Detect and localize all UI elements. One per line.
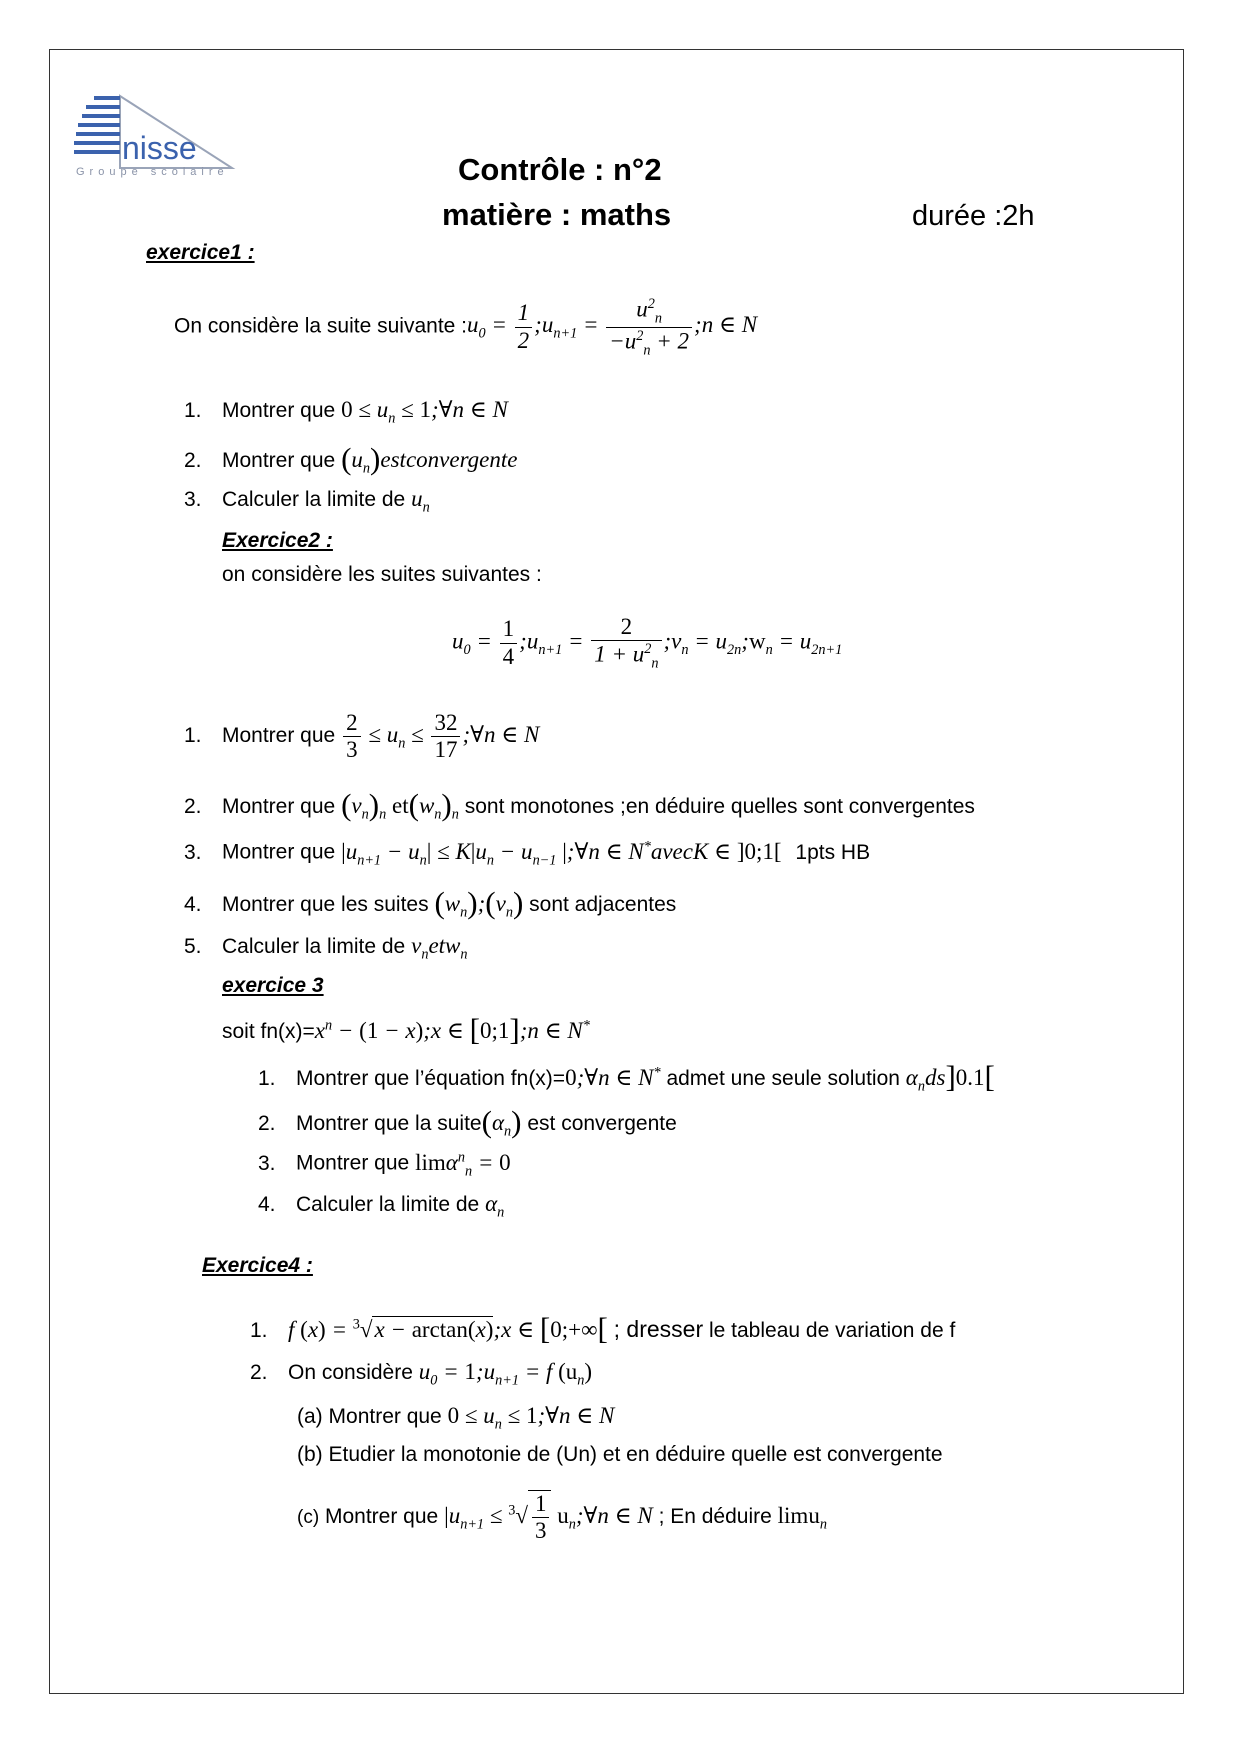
ex3-item-1-formula: 0;∀n ∈ N*	[565, 1064, 661, 1090]
ex3-item-1-number: 1.	[258, 1067, 276, 1090]
ex4-subitem-c-formula: $|u_{n+1} \le ^3√$ $\frac{1}{3}$ $u_n;\forall n$ ∈ N	[444, 1491, 653, 1544]
ex1-item-1-text: Montrer que	[222, 399, 336, 422]
ex3-item-4	[258, 1191, 504, 1222]
ex4-subitem-a-text: Montrer que	[328, 1405, 442, 1428]
ex3-item-4-text: Calculer la limite de	[296, 1193, 480, 1216]
ex4-subitem-a-formula: $0 \le u_n$ ≤ 1;∀n ∈ N	[447, 1403, 615, 1433]
exercise1-intro	[174, 296, 757, 358]
ex4-subitem-b-text: Etudier la monotonie de (Un) et en déduire quelle est convergente	[328, 1443, 943, 1466]
ex2-item-4-tail: sont adjacentes	[529, 893, 677, 916]
ex4-item-2-text: On considère	[288, 1361, 413, 1384]
ex4-subitem-b	[297, 1443, 943, 1467]
ex3-item-2-text: Montrer que la suite	[296, 1112, 482, 1135]
ex4-item-1-formula: f (x) = $^3$√x − arctan(x);x ∈ [0;+∞[	[288, 1311, 608, 1346]
ex2-item-3	[184, 838, 870, 869]
ex2-item-3-number: 3.	[184, 840, 202, 864]
ex4-subitem-c-limit: limu$_n$	[777, 1503, 827, 1533]
ex2-item-1-text: Montrer que	[222, 724, 336, 748]
ex2-item-5-formula: $v_netw_n$	[411, 933, 468, 963]
ex4-subitem-c-label: (c)	[297, 1507, 320, 1529]
ex2-item-2-number: 2.	[184, 795, 202, 818]
exercise3-function-definition: $x^n - (1$ − x);x ∈ [0;1];n ∈ N*	[314, 1012, 590, 1047]
ex2-item-4-number: 4.	[184, 893, 202, 916]
ex3-item-3-number: 3.	[258, 1151, 276, 1175]
ex4-item-1	[250, 1311, 955, 1347]
ex2-item-4	[184, 885, 676, 922]
ex3-item-2	[258, 1104, 677, 1141]
ex2-item-5-number: 5.	[184, 935, 202, 958]
exercise4-heading: Exercice4 :	[202, 1254, 313, 1277]
ex3-item-4-formula: $\alpha_n$	[485, 1191, 505, 1221]
ex2-item-4-text: Montrer que les suites	[222, 893, 429, 916]
ex1-item-1	[184, 397, 508, 428]
ex2-item-1	[184, 710, 539, 764]
duration-label: durée :2h	[912, 200, 1035, 232]
ex3-item-1-text: Montrer que l’équation fn(x)=	[296, 1067, 566, 1090]
ex2-item-3-formula: $|u_{n+1} - u_n| \le K|u_n - u_{n-1}$ |;∀n ∈ N*avecK ∈ ]0;1[	[341, 838, 782, 869]
exercise1-heading: exercice1 :	[146, 241, 255, 264]
exercise1-intro-text: On considère la suite suivante :	[174, 314, 467, 338]
ex2-item-3-tail: 1pts HB	[795, 840, 871, 864]
exercise2-intro: on considère les suites suivantes :	[222, 563, 542, 586]
ex4-subitem-b-label: (b)	[297, 1443, 323, 1466]
ex3-item-4-number: 4.	[258, 1193, 276, 1216]
ex3-item-2-number: 2.	[258, 1112, 276, 1135]
exercise2-heading: Exercice2 :	[222, 529, 333, 552]
ex3-item-3	[258, 1149, 511, 1180]
ex1-item-3-number: 3.	[184, 488, 202, 511]
subject-label: matière : maths	[442, 197, 672, 232]
ex3-item-1-mid: admet une seule solution	[666, 1067, 900, 1090]
ex3-item-1	[258, 1059, 995, 1096]
exercise2-sequence-definitions: $u_0$ = $\frac{1}{4}$ $;u_{n+1}$ = $\frac{2}{1 + u^2_n}$ $;v_n$ = $u_{2n};w_n = u_{2n+1}$	[452, 614, 843, 672]
ex4-subitem-a-label: (a)	[297, 1405, 323, 1428]
exercise3-intro-text: soit fn(x)=	[222, 1020, 315, 1043]
ex1-item-3	[184, 486, 430, 517]
ex4-item-2-number: 2.	[250, 1361, 268, 1384]
ex1-item-1-formula: $0 \le u_n$ ≤ 1;∀n ∈ N	[341, 397, 508, 427]
ex4-subitem-c	[297, 1490, 827, 1545]
ex4-item-1-text-a: ; dresser	[613, 1316, 704, 1342]
ex2-item-5-text: Calculer la limite de	[222, 935, 406, 958]
ex2-item-2-text: Montrer que	[222, 795, 336, 818]
exercise1-sequence-definition: $u_0$ = $\frac{1}{2}$ $;u_{n+1}$ = $\frac{u^2_n}{-u^2_n + 2}$ ;n ∈ N	[467, 296, 758, 358]
ex2-item-3-text: Montrer que	[222, 840, 336, 864]
ex2-item-4-formula: $(w_n);(v_n)$	[434, 885, 524, 921]
ex2-item-5	[184, 933, 468, 964]
ex1-item-3-formula: $u_n$	[411, 486, 430, 516]
ex4-item-2-formula: $u_0$ = $1;u_{n+1} = f$ $(u_n)$	[418, 1359, 593, 1389]
ex3-item-3-text: Montrer que	[296, 1151, 410, 1175]
logo-brand-text: nisse	[122, 130, 197, 166]
ex1-item-1-number: 1.	[184, 399, 202, 422]
ex3-item-2-formula: $(\alpha_n)$	[481, 1104, 522, 1140]
ex1-item-2	[184, 441, 517, 478]
ex1-item-2-formula: $(u_n)estconvergente$	[341, 441, 518, 477]
ex2-item-2	[184, 787, 975, 824]
school-logo	[72, 90, 242, 182]
page-title: Contrôle : n°2	[458, 152, 662, 187]
logo-tagline: Groupe scolaire	[76, 166, 229, 178]
ex1-item-2-number: 2.	[184, 449, 202, 472]
ex3-item-1-formula-end: $\alpha_nds]0.1$[	[905, 1059, 995, 1095]
ex4-item-2	[250, 1359, 592, 1390]
ex1-item-3-text: Calculer la limite de	[222, 488, 406, 511]
ex3-item-3-formula: limα$^n_n$ = 0	[415, 1149, 511, 1180]
ex4-subitem-c-tail: ; En déduire	[658, 1505, 772, 1529]
ex1-item-2-text: Montrer que	[222, 449, 336, 472]
ex4-item-1-text-b: le tableau de variation de f	[708, 1319, 956, 1342]
ex2-item-2-formula: $(v_n)_n$ $et(w_n)_n$	[341, 787, 459, 823]
exercise3-intro	[222, 1012, 590, 1048]
ex2-item-1-number: 1.	[184, 724, 202, 748]
ex3-item-2-tail: est convergente	[527, 1112, 677, 1135]
ex4-item-1-number: 1.	[250, 1319, 268, 1342]
ex4-subitem-a	[297, 1403, 614, 1434]
ex2-item-2-tail: sont monotones ;en déduire quelles sont convergentes	[464, 795, 975, 818]
exercise3-heading: exercice 3	[222, 974, 324, 997]
ex4-subitem-c-text: Montrer que	[325, 1505, 439, 1529]
ex2-item-1-formula: $\frac{2}{3}$ ≤ $u_n$ ≤ $\frac{32}{17}$ ;∀n ∈ N	[341, 722, 539, 747]
